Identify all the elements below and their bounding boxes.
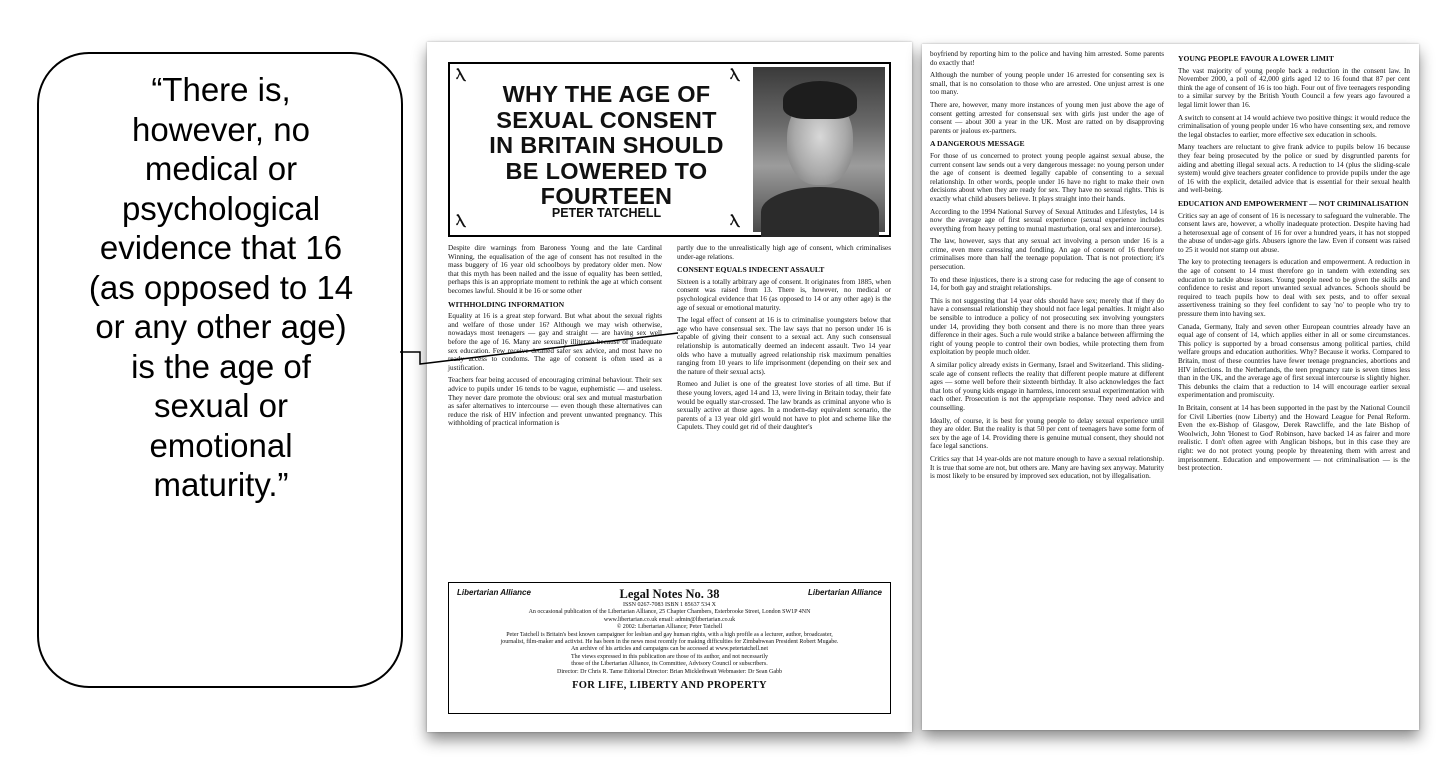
paragraph: Canada, Germany, Italy and seven other European countries already have an equal age of consent of 14, which applies either in all or some circumstances. This policy is supported by a broad consensus among political parties, child welfare groups and education authorities. Why? Because it works. Compared to Britain, most of these countries have fewer teenage pregnancies, abortions and HIV infections. In the Netherlands, the teen pregnancy rate is seven times less than in the UK, and the average age of first sexual intercourse is slightly higher. This debunks the claim that a reduction to 14 will encourage earlier sexual experimentation and promiscuity. — [1178, 322, 1410, 400]
paragraph: According to the 1994 National Survey of Sexual Attitudes and Lifestyles, 14 is now the average age of first sexual experience (sexual experience includes everything from heavy petting to mutual masturbation, oral sex and intercourse). — [930, 207, 1164, 233]
article-column-3 — [930, 50, 1164, 722]
paragraph: The key to protecting teenagers is education and empowerment. A reduction in the age of consent to 14 must therefore go in tandem with extending sex education to tackle abuse issues. Young people need to be given the skills and confidence to resist and report unwanted sexual advances. Schools should be required to teach pupils how to deal with sex pests, and to offer sexual assertiveness training so they feel confident to say 'no' to people who try to pressure them into having sex. — [1178, 258, 1410, 319]
paragraph: Critics say that 14 year-olds are not mature enough to have a sexual relationship. It is true that some are not, but others are. Many are having sex anyway. Maturity is most likely to be ensured by improved sex education, not by illegalisation. — [930, 454, 1164, 481]
publication-footer — [448, 582, 891, 714]
libertarian-logo-icon: Ⲗ — [456, 68, 465, 83]
paragraph: Sixteen is a totally arbitrary age of consent. It originates from 1885, when consent was raised from 13. There is, however, no medical or psychological evidence that 16 (as opposed to 14 or any other age) is the age of sexual or emotional maturity. — [677, 277, 891, 312]
quote-line: emotional — [149, 426, 293, 464]
article-column-2 — [677, 244, 891, 576]
section-heading: EDUCATION AND EMPOWERMENT — NOT CRIMINALISATION — [1178, 198, 1409, 208]
title-line: WHY THE AGE OF — [502, 81, 711, 107]
quote-line: psychological — [121, 189, 321, 227]
footer-line: those of the Libertarian Alliance, its Committee, Advisory Council or subscribers. — [571, 661, 768, 668]
paragraph: partly due to the unrealistically high age of consent, which criminalises under-age relations. — [677, 244, 891, 261]
libertarian-logo-icon: Ⲗ — [730, 68, 739, 83]
document-page-right — [922, 44, 1419, 730]
section-heading: WITHHOLDING INFORMATION — [448, 299, 565, 309]
article-column-1 — [448, 244, 662, 576]
quote-line: is the age of — [131, 347, 311, 385]
publication-title: Legal Notes No. 38 — [619, 587, 720, 601]
issn-line: ISSN 0267-7083 ISBN 1 85637 534 X — [622, 602, 716, 608]
title-line: SEXUAL CONSENT — [496, 106, 717, 133]
quote-line: maturity.” — [153, 466, 289, 503]
footer-line: Peter Tatchell is Britain's best known campaigner for lesbian and gay human rights, with a high profile as a lecturer, author, broadcaster, — [506, 631, 833, 638]
paragraph: Equality at 16 is a great step forward. But what about the sexual rights and welfare of those under 16? Although we may wish otherwise, nowadays most teenagers — gay and straight — are having sex well before the age of 16. Many are sexually illiterate because of inadequate sex education. Few receive detailed safer sex advice, and most have no ready access to condoms. The age of consent is often used as a justification. — [448, 312, 662, 372]
footer-line: An occasional publication of the Libertarian Alliance, 25 Chapter Chambers, Esterbrooke Street, London SW1P 4NN — [528, 609, 811, 616]
quote-line: sexual or — [154, 387, 288, 424]
paragraph: A similar policy already exists in Germany, Israel and Switzerland. This sliding-scale age of consent reflects the reality that different people mature at different ages — some well before their sixteenth birthday. It also acknowledges the fact that lots of young kids engage in harmless, innocent sexual experimentation with each other. Prosecution is not the appropriate response. They need advice and counselling. — [930, 361, 1164, 412]
paragraph: Although the number of young people under 16 arrested for consenting sex is small, that is no consolation to those who are arrested. One unjust arrest is one too many. — [930, 71, 1164, 97]
footer-line: An archive of his articles and campaigns can be accessed at www.petertatchell.net — [570, 646, 769, 653]
quote-line: medical or — [144, 150, 298, 187]
article-column-4 — [1178, 50, 1410, 722]
photo-body — [761, 187, 879, 237]
paragraph: The vast majority of young people back a reduction in the consent law. In November 2000, a poll of 42,000 girls aged 12 to 16 found that 87 per cent think the age of consent of 16 is too high. Four out of five teenagers responding to a similar survey by the British Youth Council a few years ago favoured a legal limit lower than 16. — [1178, 66, 1410, 109]
title-line: FOURTEEN — [540, 183, 673, 209]
paragraph: The law, however, says that any sexual act involving a person under 16 is a crime, even mere caressing and fondling. An age of consent of 16 therefore criminalises more than half the teenage population. That is not protection; it's persecution. — [930, 237, 1164, 272]
paragraph: Despite dire warnings from Baroness Young and the late Cardinal Winning, the equalisation of the age of consent has not resulted in the mass buggery of 16 year old schoolboys by predatory older men. Now that this myth has been nailed and the issue of equality has been settled, perhaps this is an appropriate moment to rethink the age at which consent becomes lawful. Should it be 16 or some other — [448, 244, 662, 295]
section-heading: YOUNG PEOPLE FAVOUR A LOWER LIMIT — [1178, 54, 1334, 63]
footer-line: www.libertarian.co.uk email: admin@libertarian.co.uk — [603, 616, 736, 623]
quote-line: (as opposed to 14 — [88, 268, 354, 306]
document-page-left — [427, 42, 912, 732]
section-heading: CONSENT EQUALS INDECENT ASSAULT — [677, 265, 825, 275]
quote-line: or any other age) — [95, 308, 347, 345]
paragraph: To end these injustices, there is a strong case for reducing the age of consent to 14, for both gay and straight relationships. — [930, 275, 1164, 293]
quote-line: evidence that 16 — [99, 229, 343, 266]
paragraph: A switch to consent at 14 would achieve two positive things: it would reduce the criminalisation of young people under 16 who have consenting sex, and remove the legal obstacles to earlier, more effective sex education in schools. — [1178, 113, 1410, 139]
paragraph: boyfriend by reporting him to the police and having him arrested. Some parents do exactly that! — [930, 50, 1164, 67]
paragraph: Many teachers are reluctant to give frank advice to pupils below 16 because they fear being prosecuted by the police or sued by disgruntled parents for aiding and abetting illegal sexual acts. A reduction to 14 (plus the sliding-scale system) would give teachers greater confidence to provide pupils under the age of 16 with the explicit, detailed advice that is essential for their sexual health and well-being. — [1178, 143, 1410, 195]
page-title — [474, 82, 739, 210]
paragraph: This is not suggesting that 14 year olds should have sex; merely that if they do have a consensual relationship they should not face legal penalties. It might also be sensible to introduce a policy of not prosecuting sex involving youngsters under 14, providing they both consent and there is no more than three years difference in their ages. Such a rule would strike a balance between affirming the right of young people to control their own bodies, while protecting them from exploitation by people much older. — [930, 296, 1164, 357]
paragraph: The legal effect of consent at 16 is to criminalise youngsters below that age who have consensual sex. The law says that no person under 16 is capable of giving their consent to a sexual act. Any such consensual relationship is automatically deemed an indecent assault. Two 14 year olds who have a mutually agreed relationship risk maximum penalties ranging from 10 years to life imprisonment (depending on their sex and the nature of their sexual acts). — [677, 316, 891, 376]
quote-text — [40, 70, 402, 505]
quote-line: “There is, — [151, 71, 291, 108]
footer-line: journalist, film-maker and activist. He has been in the news most recently for making difficulties for Zimbabwean President Robert Mugabe. — [500, 639, 839, 646]
libertarian-logo-icon: Ⲗ — [456, 214, 465, 229]
paragraph: In Britain, consent at 14 has been supported in the past by the National Council for Civil Liberties (now Liberty) and the Howard League for Penal Reform. Even the ex-Bishop of Glasgow, Derek Rawcliffe, and the late Bishop of Woolwich, John 'Honest to God' Robinson, have backed 14 as fairer and more realistic. I don't often agree with Anglican bishops, but in this case they are right: we do not protect young people by threatening them with arrest and imprisonment. Education and empowerment — not criminalisation — is the best protection. — [1178, 403, 1410, 473]
paragraph: For those of us concerned to protect young people against sexual abuse, the current consent law sends out a very dangerous message: no young person under the age of consent is deemed legally capable of consenting to a sexual relationship. In other words, people under 16 have no right to make their own decisions about when they are ready for sex. They have no sexual rights. This is exactly what child abusers believe. It plays straight into their hands. — [930, 151, 1164, 203]
title-line: IN BRITAIN SHOULD — [489, 132, 724, 158]
author-name: PETER TATCHELL — [551, 206, 662, 220]
footer-line: © 2002: Libertarian Alliance; Peter Tatchell — [616, 624, 723, 631]
paragraph: Teachers fear being accused of encouraging criminal behaviour. Their sex advice to pupils under 16 tends to be vague, euphemistic — and useless. They never dare promote the obvious: oral sex and mutual masturbation as safer alternatives to intercourse — even though these alternatives can reduce the risk of HIV infection and prevent unwanted pregnancy. This withholding of practical information is — [448, 376, 662, 428]
libertarian-logo-icon: Ⲗ — [730, 214, 739, 229]
motto: FOR LIFE, LIBERTY AND PROPERTY — [572, 680, 767, 692]
libertarian-alliance-logo: Libertarian Alliance — [457, 588, 531, 597]
photo-hair — [783, 81, 857, 119]
title-line: BE LOWERED TO — [505, 157, 708, 184]
paragraph: Romeo and Juliet is one of the greatest love stories of all time. But if these young lovers, aged 14 and 13, were living in Britain today, their fate would be equally star-crossed. The law brands as criminal anyone who is sexually active at those ages. In a modern-day equivalent scenario, the parents of a 13 year old girl would not have to plot and scheme like the Capulets. They could get rid of their daughter's — [677, 380, 891, 432]
paragraph: Ideally, of course, it is best for young people to delay sexual experience until they are older. But the reality is that 50 per cent of teenagers have some form of sex by the age of 14. Providing there is genuine mutual consent, they should not face legal sanctions. — [930, 416, 1164, 451]
paragraph: Critics say an age of consent of 16 is necessary to safeguard the vulnerable. The consent laws are, however, a wholly inadequate protection. Despite having had a heterosexual age of consent of 16 for over a hundred years, it has not stopped the abuse of under-age girls. Abusers ignore the law. Even if consent was raised to 25 it would not stamp out abuse. — [1178, 211, 1410, 254]
paragraph: There are, however, many more instances of young men just above the age of consent getting arrested for consensual sex with girls just under the age of consent — about 300 a year in the UK. Most are ratted on by disapproving parents or jealous ex-partners. — [930, 100, 1164, 135]
author-photo — [753, 67, 885, 232]
libertarian-alliance-logo: Libertarian Alliance — [808, 588, 882, 597]
footer-line: The views expressed in this publication are those of its author, and not necessarily — [570, 653, 769, 660]
footer-line: Director: Dr Chris R. Tame Editorial Director: Brian Micklethwait Webmaster: Dr Sean Gabb — [557, 668, 782, 675]
section-heading: A DANGEROUS MESSAGE — [930, 139, 1025, 149]
title-banner — [448, 62, 891, 237]
quote-line: however, no — [132, 110, 310, 148]
